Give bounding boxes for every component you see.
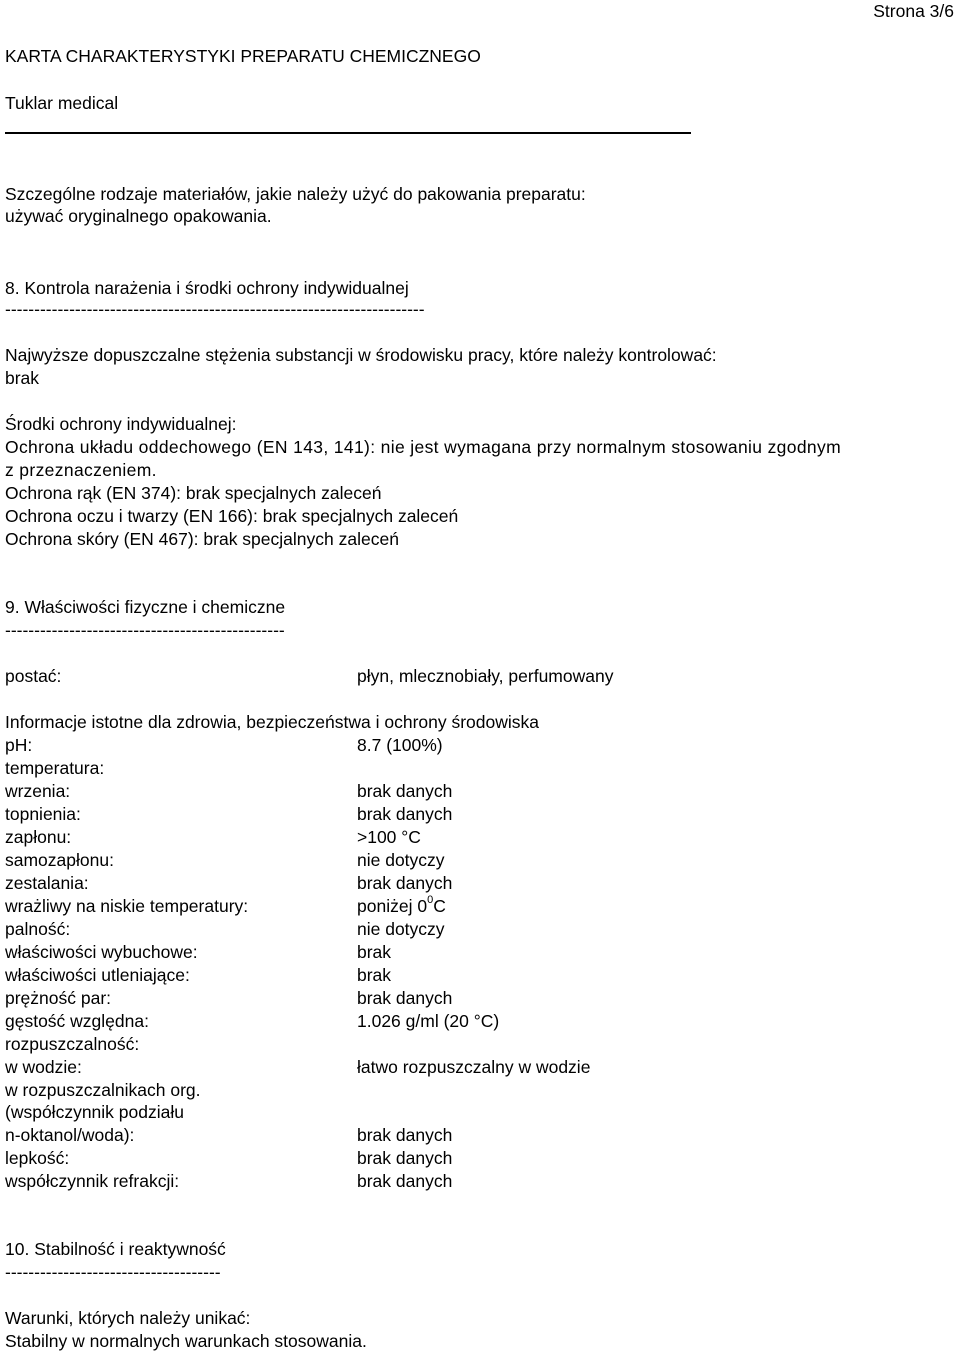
property-label: pH:	[5, 735, 33, 755]
property-value: brak danych	[357, 1125, 453, 1145]
property-value: brak danych	[357, 988, 453, 1008]
section-9-dashes: ------------------------------------------------	[5, 620, 285, 640]
property-label: właściwości utleniające:	[5, 965, 190, 985]
page-number: Strona 3/6	[873, 1, 954, 21]
property-value: 8.7 (100%)	[357, 735, 443, 755]
section-10-dashes: -------------------------------------	[5, 1262, 221, 1282]
respiratory-protection-line-2: z przeznaczeniem.	[5, 460, 157, 480]
property-value: brak danych	[357, 1148, 453, 1168]
form-label: postać:	[5, 666, 62, 686]
property-label: współczynnik refrakcji:	[5, 1171, 180, 1191]
property-value: brak	[357, 942, 392, 962]
conditions-to-avoid-value: Stabilny w normalnych warunkach stosowania.	[5, 1331, 367, 1351]
property-label: samozapłonu:	[5, 850, 114, 870]
respiratory-protection-line-1: Ochrona układu oddechowego (EN 143, 141): nie jest wymagana przy normalnym stosowaniu zgodnym	[5, 437, 842, 457]
degree-superscript: 0	[427, 894, 434, 907]
property-label: zapłonu:	[5, 827, 72, 847]
property-label: prężność par:	[5, 988, 112, 1008]
section-10-heading: 10. Stabilność i reaktywność	[5, 1239, 226, 1259]
property-value: >100 °C	[357, 827, 421, 847]
property-value: łatwo rozpuszczalny w wodzie	[357, 1057, 591, 1077]
property-value: brak	[357, 965, 392, 985]
property-label: w rozpuszczalnikach org.	[5, 1080, 201, 1100]
packaging-line-1: Szczególne rodzaje materiałów, jakie należy użyć do pakowania preparatu:	[5, 184, 586, 204]
property-value: brak danych	[357, 804, 453, 824]
form-value: płyn, mlecznobiały, perfumowany	[357, 666, 614, 686]
product-name: Tuklar medical	[5, 93, 119, 113]
property-value: brak danych	[357, 1171, 453, 1191]
section-8-dashes: ------------------------------------------------------------------------	[5, 299, 425, 319]
property-value-text: poniżej 0	[357, 896, 428, 916]
property-label: rozpuszczalność:	[5, 1034, 140, 1054]
property-value: nie dotyczy	[357, 850, 445, 870]
property-value: nie dotyczy	[357, 919, 445, 939]
property-label: lepkość:	[5, 1148, 70, 1168]
property-label: topnienia:	[5, 804, 81, 824]
skin-protection: Ochrona skóry (EN 467): brak specjalnych zaleceń	[5, 529, 399, 549]
exposure-limits-value: brak	[5, 368, 40, 388]
header-divider	[5, 132, 691, 134]
property-label: temperatura:	[5, 758, 105, 778]
section-8-heading: 8. Kontrola narażenia i środki ochrony indywidualnej	[5, 278, 409, 298]
property-label: gęstość względna:	[5, 1011, 149, 1031]
property-label: n-oktanol/woda):	[5, 1125, 135, 1145]
section-9-heading: 9. Właściwości fizyczne i chemiczne	[5, 597, 286, 617]
property-label: palność:	[5, 919, 71, 939]
document-title: KARTA CHARAKTERYSTYKI PREPARATU CHEMICZNEGO	[5, 46, 481, 66]
hand-protection: Ochrona rąk (EN 374): brak specjalnych zaleceń	[5, 483, 382, 503]
packaging-line-2: używać oryginalnego opakowania.	[5, 206, 272, 226]
ppe-label: Środki ochrony indywidualnej:	[5, 414, 237, 434]
property-value: brak danych	[357, 873, 453, 893]
property-value: brak danych	[357, 781, 453, 801]
property-label: zestalania:	[5, 873, 89, 893]
eye-protection: Ochrona oczu i twarzy (EN 166): brak specjalnych zaleceń	[5, 506, 459, 526]
exposure-limits-label: Najwyższe dopuszczalne stężenia substancji w środowisku pracy, które należy kontrolować:	[5, 345, 717, 365]
property-label: wrzenia:	[5, 781, 71, 801]
property-label: w wodzie:	[5, 1057, 82, 1077]
property-value	[357, 895, 446, 917]
property-label: (współczynnik podziału	[5, 1102, 184, 1122]
info-heading: Informacje istotne dla zdrowia, bezpieczeństwa i ochrony środowiska	[5, 712, 540, 732]
conditions-to-avoid-label: Warunki, których należy unikać:	[5, 1308, 251, 1328]
property-value: 1.026 g/ml (20 °C)	[357, 1011, 500, 1031]
property-value-unit: C	[433, 896, 446, 916]
property-label: wrażliwy na niskie temperatury:	[5, 896, 249, 916]
property-label: właściwości wybuchowe:	[5, 942, 198, 962]
